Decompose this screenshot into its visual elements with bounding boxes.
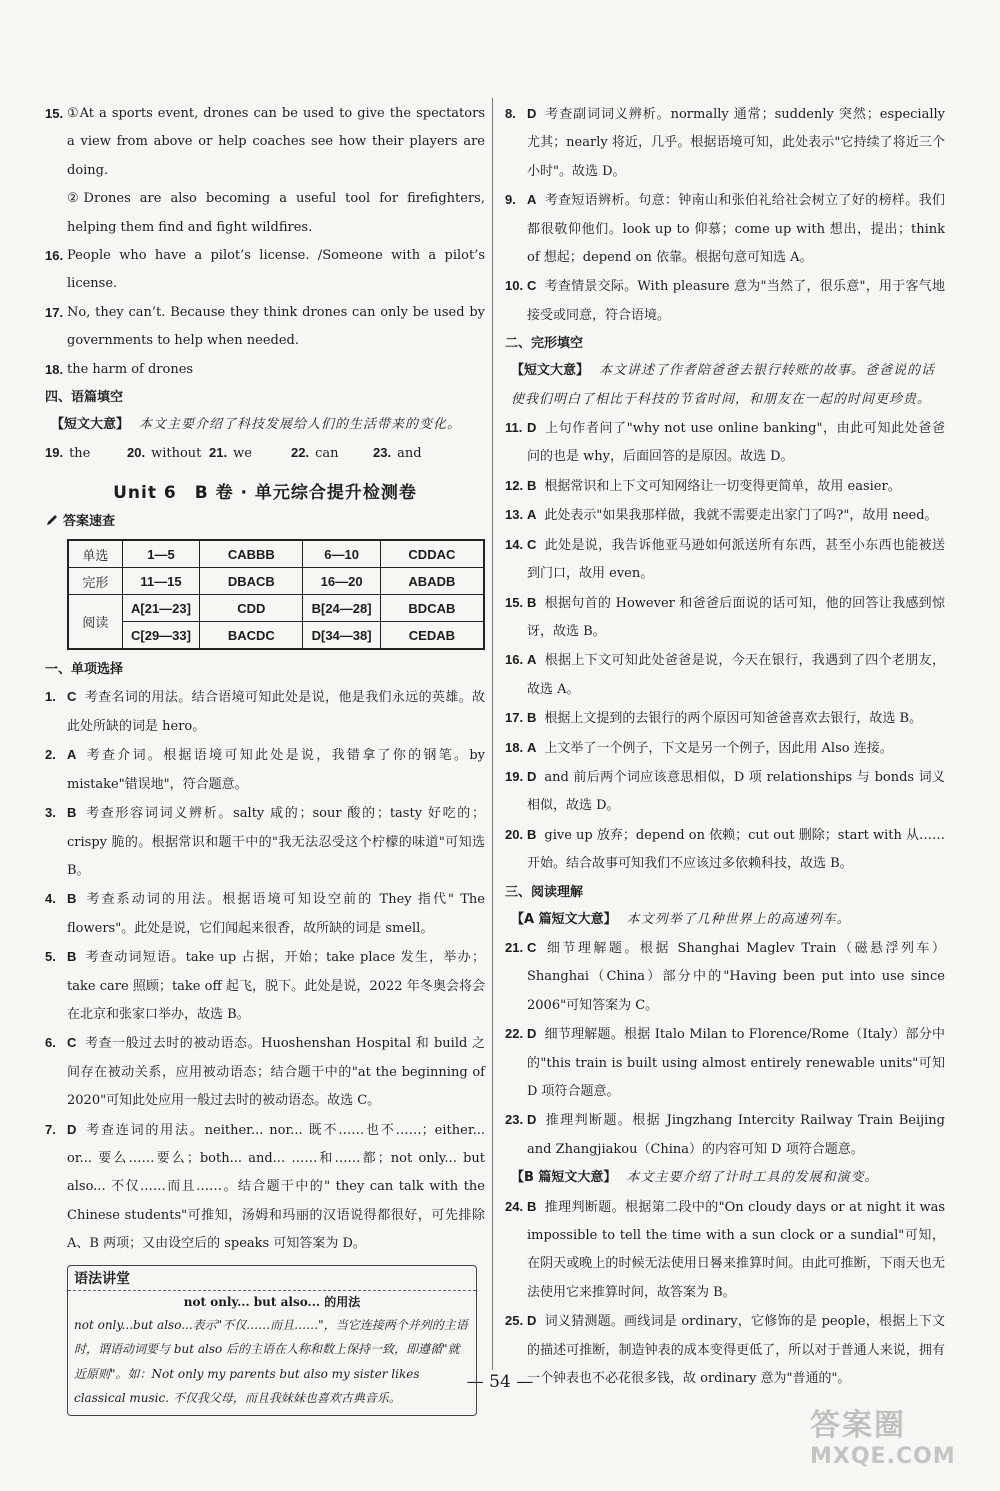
- fill-answer: [209, 439, 291, 468]
- answer-table-row: [68, 595, 484, 622]
- fill-value: we: [233, 446, 252, 462]
- item-explanation: No, they can’t. Because they think drones can only be used by governments to help when needed.: [67, 304, 485, 349]
- summary-text: 本文主要介绍了计时工具的发展和演变。: [626, 1170, 879, 1186]
- answer-table-cell: 1—5: [122, 540, 199, 568]
- item-explanation: 词义猜测题。画线词是 ordinary，它修饰的是 people，根据上下文的描述可推断，制造钟表的成本变得更低了，所以对于普通人来说，拥有一个钟表也不必花很多钱，故 ordinary 意为"普通的"。: [527, 1314, 945, 1387]
- fill-number: 23.: [373, 445, 392, 461]
- answer-table-row: [68, 540, 484, 568]
- item-answer: A: [67, 747, 77, 763]
- summary-tag: 【B 篇短文大意】: [511, 1170, 617, 1186]
- unit-title: Unit 6 B 卷 · 单元综合提升检测卷: [113, 483, 417, 504]
- item-answer: D: [527, 1026, 537, 1042]
- answer-item: [505, 1020, 945, 1106]
- answer-item: [45, 299, 485, 356]
- answer-item: [45, 943, 485, 1029]
- section-heading: 二、完形填空: [505, 336, 584, 352]
- item-number: 19.: [505, 768, 524, 784]
- answer-table-cell: 6—10: [303, 540, 380, 568]
- answer-item: [45, 100, 485, 185]
- item-answer: B: [527, 826, 537, 842]
- item-answer: A: [527, 507, 537, 523]
- item-answer: D: [527, 1313, 537, 1329]
- item-explanation: People who have a pilot’s license. /Someone with a pilot’s license.: [67, 248, 485, 292]
- summary-block: [505, 906, 945, 934]
- item-explanation: 考查连词的用法。neither... nor... 既不……也不……；either... or... 要么……要么；both... and... ……和……都；not only... but also... 不仅……而且……。结合题干中的" they can talk with the Chinese students"可推知，汤姆和玛丽的汉语说得都很好，可先排除 A、B 两项；又由设空后的 speaks 可知答案为 D。: [67, 1122, 485, 1252]
- answer-item: [45, 185, 485, 242]
- answer-item: [505, 763, 945, 821]
- column-divider: [492, 98, 493, 1370]
- fill-answer: [45, 439, 127, 468]
- item-answer: B: [527, 594, 537, 610]
- item-explanation: 考查名词的用法。结合语境可知此处是说，他是我们永远的英雄。故此处所缺的词是 hero。: [67, 690, 485, 734]
- grammar-header-label: 语法讲堂: [74, 1270, 130, 1287]
- watermark-url: MXQE.COM: [810, 1444, 956, 1469]
- item-number: 7.: [45, 1121, 56, 1137]
- item-explanation: 根据上下文可知此处爸爸是说，今天在银行，我遇到了四个老朋友，故选 A。: [527, 653, 945, 697]
- answer-item: [505, 531, 945, 589]
- item-explanation: 推理判断题。根据第二段中的"On cloudy days or at night it was impossible to tell the time with a sun clock or a sundial"可知，在阴天或晚上的时候无法使用日晷来推算时间。由此可推断，下雨天也无法使用它来推算时间，故答案为 B。: [527, 1199, 945, 1300]
- answer-item: [45, 356, 485, 384]
- quick-answers-heading: [45, 509, 485, 535]
- summary-text: 本文列举了几种世界上的高速列车。: [626, 911, 851, 927]
- answer-table-cell: B[24—28]: [303, 595, 380, 622]
- answer-item: [505, 1106, 945, 1164]
- fill-value: the: [69, 446, 91, 462]
- answer-table-cell: 阅读: [68, 595, 122, 650]
- item-explanation: ②Drones are also becoming a useful tool for firefighters, helping them find and fight wildfires.: [67, 191, 485, 235]
- right-column: [505, 100, 945, 1393]
- item-number: 16.: [505, 652, 524, 668]
- item-explanation: 考查介词。根据语境可知此处是说，我错拿了你的钢笔。by mistake"错误地"，符合题意。: [67, 748, 485, 792]
- item-number: 12.: [505, 477, 524, 493]
- item-explanation: 考查副词词义辨析。normally 通常；suddenly 突然；especially 尤其；nearly 将近，几乎。根据语境可知，此处表示"它持续了将近三个小时"。故选 D。: [527, 107, 945, 179]
- summary-text: 本文讲述了作者陪爸爸去银行转账的故事。爸爸说的话使我们明白了相比于科技的节省时间，和朋友在一起的时间更珍贵。: [511, 363, 936, 407]
- answer-table-cell: CDDAC: [380, 540, 484, 568]
- item-answer: A: [527, 192, 537, 208]
- item-number: 5.: [45, 949, 56, 965]
- left-column: [45, 100, 485, 1416]
- answer-item: [45, 1029, 485, 1115]
- page-number: — 54 —: [466, 1372, 534, 1392]
- fill-answer: [373, 439, 455, 468]
- item-number: 20.: [505, 826, 524, 842]
- answer-table-cell: 11—15: [122, 568, 199, 595]
- answer-item: [505, 934, 945, 1020]
- summary-tag: 【A 篇短文大意】: [511, 911, 617, 927]
- answer-item: [505, 414, 945, 472]
- answer-item: [45, 885, 485, 943]
- section-heading: 一、单项选择: [45, 662, 124, 678]
- answer-table-row: [68, 622, 484, 650]
- item-answer: D: [527, 420, 537, 436]
- answer-table-cell: 16—20: [303, 568, 380, 595]
- summary-block: [45, 411, 485, 439]
- fill-value: without: [151, 446, 202, 462]
- item-explanation: 考查形容词词义辨析。salty 咸的；sour 酸的；tasty 好吃的；crispy 脆的。根据常识和题干中的"我无法忍受这个柠檬的味道"可知选 B。: [67, 806, 485, 878]
- summary-block: [505, 357, 945, 414]
- answer-item: [505, 646, 945, 704]
- answer-item: [45, 741, 485, 799]
- item-answer: D: [527, 768, 537, 784]
- item-number: 4.: [45, 891, 56, 907]
- item-explanation: 上句作者问了"why not use online banking"，由此可知此处爸爸问的也是 why，后面回答的是原因。故选 D。: [527, 421, 945, 465]
- grammar-body: not only...but also...表示"不仅……而且……"，当它连接两个并列的主语时，谓语动词要与 but also 后的主语在人称和数上保持一致，即遵循"就近原则"。如：Not only my parents but also my sister likes classical music. 不仅我父母，而且我妹妹也喜欢古典音乐。: [74, 1317, 468, 1406]
- pencil-icon: [45, 513, 59, 527]
- item-answer: D: [527, 106, 537, 121]
- answer-item: [45, 1116, 485, 1259]
- answer-table-cell: A[21—23]: [122, 595, 199, 622]
- item-answer: B: [527, 1198, 537, 1214]
- item-explanation: 考查动词短语。take up 占据，开始；take place 发生，举办；take care 照顾；take off 起飞，脱下。此处是说，2022 年冬奥会将会在北京和张家口举办，故选 B。: [67, 950, 485, 1022]
- answer-item: [505, 100, 945, 186]
- item-number: 18.: [505, 739, 524, 755]
- item-explanation: 考查短语辨析。句意：钟南山和张伯礼给社会树立了好的榜样。我们都很敬仰他们。look up to 仰慕；come up with 想出，提出；think of 想起；depend on 依靠。根据句意可知选 A。: [527, 193, 945, 266]
- item-number: 6.: [45, 1035, 56, 1051]
- grammar-title: not only... but also... 的用法: [183, 1294, 361, 1309]
- item-answer: A: [527, 739, 537, 755]
- answer-table-cell: BACDC: [200, 622, 303, 650]
- answer-item: [505, 272, 945, 330]
- answer-item: [505, 501, 945, 530]
- item-number: 17.: [45, 304, 64, 320]
- fill-answers: [45, 439, 485, 468]
- answer-table-cell: 单选: [68, 540, 122, 568]
- answer-item: [505, 1193, 945, 1308]
- answer-table-cell: CEDAB: [380, 622, 484, 650]
- answer-item: [505, 704, 945, 733]
- answer-table-cell: C[29—33]: [122, 622, 199, 650]
- answer-item: [505, 186, 945, 272]
- item-number: 24.: [505, 1198, 524, 1214]
- fill-number: 21.: [209, 445, 228, 461]
- item-explanation: 细节理解题。根据 Italo Milan to Florence/Rome（Italy）部分中的"this train is built using almost entirely renewable units"可知 D 项符合题意。: [527, 1027, 945, 1099]
- item-answer: C: [527, 278, 537, 294]
- item-answer: C: [527, 536, 537, 552]
- answer-table-cell: CABBB: [200, 540, 303, 568]
- grammar-header: [68, 1266, 476, 1291]
- grammar-box: [67, 1265, 477, 1416]
- fill-number: 20.: [127, 445, 146, 461]
- answer-table-row: [68, 568, 484, 595]
- item-answer: D: [527, 1112, 537, 1128]
- item-number: 15.: [505, 594, 524, 610]
- summary-block: [505, 1164, 945, 1192]
- item-explanation: 推理判断题。根据 Jingzhang Intercity Railway Train Beijing and Zhangjiakou（China）的内容可知 D 项符合题意。: [527, 1113, 945, 1157]
- item-explanation: 此处是说，我告诉他亚马逊如何派送所有东西，甚至小东西也能被送到门口，故用 even。: [527, 537, 945, 582]
- item-answer: B: [67, 949, 77, 965]
- fill-answer: [127, 439, 209, 468]
- item-explanation: 细节理解题。根据 Shanghai Maglev Train（磁悬浮列车）Shanghai（China）部分中的"Having been put into use since 2006"可知答案为 C。: [527, 940, 945, 1013]
- item-explanation: 上文举了一个例子，下文是另一个例子，因此用 Also 连接。: [544, 740, 893, 756]
- answer-table-cell: ABADB: [380, 568, 484, 595]
- item-explanation: 根据句首的 However 和爸爸后面说的话可知，他的回答让我感到惊讶，故选 B。: [527, 595, 945, 639]
- item-answer: B: [527, 710, 537, 726]
- answer-table: [67, 539, 485, 650]
- answer-table-cell: BDCAB: [380, 595, 484, 622]
- item-explanation: the harm of drones: [67, 361, 194, 377]
- fill-answer: [291, 439, 373, 468]
- item-number: 25.: [505, 1313, 524, 1329]
- item-explanation: give up 放弃；depend on 依赖；cut out 删除；start with 从……开始。结合故事可知我们不应该过多依赖科技，故选 B。: [527, 827, 945, 872]
- fill-number: 22.: [291, 445, 310, 461]
- item-answer: B: [67, 805, 77, 821]
- fill-number: 19.: [45, 445, 64, 461]
- section-heading: 四、语篇填空: [45, 390, 124, 406]
- item-answer: A: [527, 652, 537, 668]
- item-answer: B: [67, 891, 77, 907]
- item-explanation: ①At a sports event, drones can be used to give the spectators a view from above or help coaches see how their players are doing.: [67, 106, 485, 178]
- watermark-text: 答案圈: [810, 1408, 906, 1443]
- answer-table-cell: DBACB: [200, 568, 303, 595]
- section-heading: 三、阅读理解: [505, 884, 584, 900]
- item-number: 17.: [505, 710, 524, 726]
- item-number: 3.: [45, 805, 56, 821]
- item-explanation: 考查一般过去时的被动语态。Huoshenshan Hospital 和 build 之间存在被动关系，应用被动语态；结合题干中的"at the beginning of 2020"可知此处应用一般过去时的被动语态。故选 C。: [67, 1036, 485, 1109]
- fill-value: and: [397, 446, 422, 462]
- item-answer: D: [67, 1121, 77, 1137]
- answer-table-cell: CDD: [200, 595, 303, 622]
- item-explanation: 考查情景交际。With pleasure 意为"当然了，很乐意"，用于客气地接受或同意，符合语境。: [527, 279, 945, 323]
- item-number: 10.: [505, 278, 524, 294]
- item-number: 15.: [45, 106, 64, 121]
- item-number: 18.: [45, 361, 64, 377]
- item-number: 13.: [505, 507, 524, 523]
- quick-answers-title: 答案速查: [63, 514, 116, 530]
- item-explanation: 考查系动词的用法。根据语境可知设空前的 They 指代" The flowers"。此处是说，它们闻起来很香，故所缺的词是 smell。: [67, 892, 485, 936]
- summary-tag: 【短文大意】: [51, 417, 130, 433]
- answer-table-cell: D[34—38]: [303, 622, 380, 650]
- item-number: 23.: [505, 1112, 524, 1128]
- item-number: 14.: [505, 536, 524, 552]
- summary-tag: 【短文大意】: [511, 363, 590, 379]
- item-number: 11.: [505, 420, 523, 436]
- item-number: 8.: [505, 106, 516, 121]
- item-answer: C: [67, 1035, 77, 1051]
- summary-text: 本文主要介绍了科技发展给人们的生活带来的变化。: [139, 417, 462, 433]
- answer-item: [505, 472, 945, 501]
- item-explanation: and 前后两个词应该意思相似，D 项 relationships 与 bonds 词义相似，故选 D。: [527, 769, 945, 814]
- item-answer: B: [527, 477, 537, 493]
- item-explanation: 根据常识和上下文可知网络让一切变得更简单，故用 easier。: [544, 478, 901, 494]
- answer-item: [505, 589, 945, 647]
- watermark-logo: [810, 1400, 990, 1488]
- answer-item: [505, 821, 945, 879]
- fill-value: can: [315, 446, 339, 462]
- item-number: 22.: [505, 1026, 524, 1042]
- item-explanation: 此处表示"如果我那样做，我就不需要走出家门了吗?"，故用 need。: [544, 508, 938, 524]
- item-explanation: 根据上文提到的去银行的两个原因可知爸爸喜欢去银行，故选 B。: [544, 711, 923, 727]
- answer-item: [45, 799, 485, 885]
- answer-item: [45, 242, 485, 299]
- item-number: 21.: [505, 939, 524, 955]
- item-number: 9.: [505, 192, 516, 208]
- item-number: 16.: [45, 248, 64, 264]
- item-number: 2.: [45, 747, 56, 763]
- item-number: 1.: [45, 689, 56, 705]
- answer-item: [505, 734, 945, 763]
- answer-item: [45, 683, 485, 741]
- item-answer: C: [67, 689, 77, 705]
- answer-table-cell: 完形: [68, 568, 122, 595]
- item-answer: C: [527, 939, 537, 955]
